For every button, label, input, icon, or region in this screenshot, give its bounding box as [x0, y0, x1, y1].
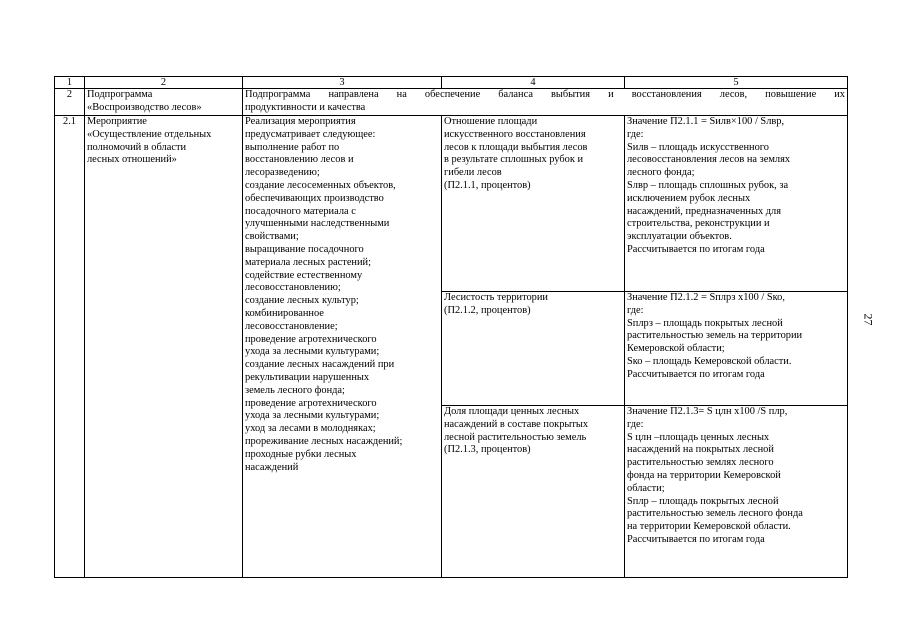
text-line: лесовосстановлению;	[245, 282, 341, 294]
program-table	[54, 76, 848, 578]
text-line: Sко – площадь Кемеровской области.	[627, 355, 792, 367]
text-line: свойствами;	[245, 231, 299, 243]
measure-row	[55, 116, 848, 292]
indicator-3-formula	[625, 406, 848, 578]
measure-content	[243, 116, 442, 578]
text-line: обеспечивающих производство	[245, 192, 384, 204]
text-line: Лесистость территории	[444, 292, 548, 303]
text-line: гибели лесов	[444, 167, 502, 179]
text-line: растительностью земель лесного фонда	[627, 508, 803, 520]
text-line: насаждений, предназначенных для	[627, 205, 782, 217]
text-line: лесовосстановление;	[245, 320, 338, 332]
text-line: создание лесных культур;	[245, 295, 359, 307]
text-line: где:	[627, 128, 644, 140]
text-line: области;	[627, 482, 665, 494]
header-cell-4: 4	[442, 77, 625, 89]
subprogram-description-line: Подпрограмма направлена на обеспечение баланса выбытия и восстановления лесов, повышение их	[245, 89, 845, 100]
text-line: (П2.1.3, процентов)	[444, 444, 531, 456]
text-line: прореживание лесных насаждений;	[245, 435, 403, 447]
text-line: лесоразведению;	[245, 167, 320, 179]
text-line: Sплр – площадь покрытых лесной	[627, 495, 779, 507]
text-line: насаждений на покрытых лесной	[627, 444, 774, 456]
page-number: 27	[861, 313, 876, 326]
text-line: проведение агротехнического	[245, 397, 377, 409]
text-line: лесной растительностью земель	[444, 431, 587, 443]
text-line: создание лесных насаждений при	[245, 359, 395, 371]
text-line: Отношение площади	[444, 116, 538, 127]
text-line: (П2.1.1, процентов)	[444, 179, 531, 191]
text-line: лесов к площади выбытия лесов	[444, 141, 588, 153]
subprogram-description-line: продуктивности и качества	[245, 101, 366, 113]
measure-name-line: «Осуществление отдельных	[87, 128, 212, 140]
text-line: ухода за лесными культурами;	[245, 346, 380, 358]
subprogram-name-line: Подпрограмма	[87, 89, 153, 100]
header-cell-5: 5	[625, 77, 848, 89]
text-line: улучшенными наследственными	[245, 218, 390, 230]
text-line: S цлн –площадь ценных лесных	[627, 431, 770, 443]
header-cell-1: 1	[55, 77, 85, 89]
text-line: Кемеровской области;	[627, 343, 725, 355]
text-line: рекультивации нарушенных	[245, 371, 370, 383]
measure-name	[85, 116, 243, 578]
indicator-2-formula	[625, 292, 848, 406]
text-line: фонда на территории Кемеровской	[627, 469, 781, 481]
text-line: (П2.1.2, процентов)	[444, 304, 531, 316]
text-line: лесного фонда;	[627, 167, 695, 179]
text-line: эксплуатации объектов.	[627, 231, 732, 243]
indicator-1-name	[442, 116, 625, 292]
text-line: ухода за лесными культурами;	[245, 410, 380, 422]
text-line: создание лесосеменных объектов,	[245, 179, 396, 191]
text-line: Значение П2.1.3= S цлн х100 /S плр,	[627, 406, 788, 417]
text-line: земель лесного фонда;	[245, 384, 345, 396]
text-line: проходные рубки лесных	[245, 448, 357, 460]
measure-name-line: Мероприятие	[87, 116, 147, 127]
subprogram-name	[85, 89, 243, 116]
text-line: Рассчитывается по итогам года	[627, 243, 765, 255]
text-line: растительностью землях лесного	[627, 457, 774, 469]
text-line: Рассчитывается по итогам года	[627, 368, 765, 380]
text-line: предусматривает следующее:	[245, 128, 376, 140]
text-line: лесовосстановления лесов на землях	[627, 154, 791, 166]
indicator-3-name	[442, 406, 625, 578]
measure-name-line: полномочий в области	[87, 141, 187, 153]
subprogram-name-line: «Воспроизводство лесов»	[87, 101, 202, 113]
indicator-2-name	[442, 292, 625, 406]
text-line: Sплрз – площадь покрытых лесной	[627, 317, 783, 329]
text-line: Рассчитывается по итогам года	[627, 533, 765, 545]
subprogram-number: 2	[55, 89, 85, 116]
measure-number: 2.1	[55, 116, 85, 578]
text-line: Значение П2.1.1 = Sилв×100 / Sлвр,	[627, 116, 785, 127]
header-cell-2: 2	[85, 77, 243, 89]
text-line: восстановлению лесов и	[245, 154, 354, 166]
text-line: Доля площади ценных лесных	[444, 406, 580, 417]
text-line: на территории Кемеровской области.	[627, 521, 791, 533]
text-line: выполнение работ по	[245, 141, 340, 153]
text-line: Реализация мероприятия	[245, 116, 356, 127]
text-line: исключением рубок лесных	[627, 192, 751, 204]
text-line: посадочного материала с	[245, 205, 356, 217]
text-line: насаждений в составе покрытых	[444, 418, 589, 430]
header-cell-3: 3	[243, 77, 442, 89]
text-line: где:	[627, 418, 644, 430]
text-line: выращивание посадочного	[245, 243, 364, 255]
text-line: где:	[627, 304, 644, 316]
text-line: Sлвр – площадь сплошных рубок, за	[627, 179, 789, 191]
text-line: Значение П2.1.2 = Sплрз х100 / Sко,	[627, 292, 785, 303]
subprogram-description	[243, 89, 848, 116]
text-line: проведение агротехнического	[245, 333, 377, 345]
subprogram-row	[55, 89, 848, 116]
text-line: комбинированное	[245, 307, 324, 319]
indicator-1-formula	[625, 116, 848, 292]
text-line: насаждений	[245, 461, 299, 473]
text-line: содействие естественному	[245, 269, 363, 281]
text-line: уход за лесами в молодняках;	[245, 423, 376, 435]
header-row	[55, 77, 848, 89]
measure-name-line: лесных отношений»	[87, 154, 177, 166]
text-line: Sилв – площадь искусственного	[627, 141, 770, 153]
text-line: строительства, реконструкции и	[627, 218, 770, 230]
text-line: искусственного восстановления	[444, 128, 586, 140]
text-line: в результате сплошных рубок и	[444, 154, 584, 166]
text-line: растительностью земель на территории	[627, 330, 803, 342]
text-line: материала лесных растений;	[245, 256, 371, 268]
